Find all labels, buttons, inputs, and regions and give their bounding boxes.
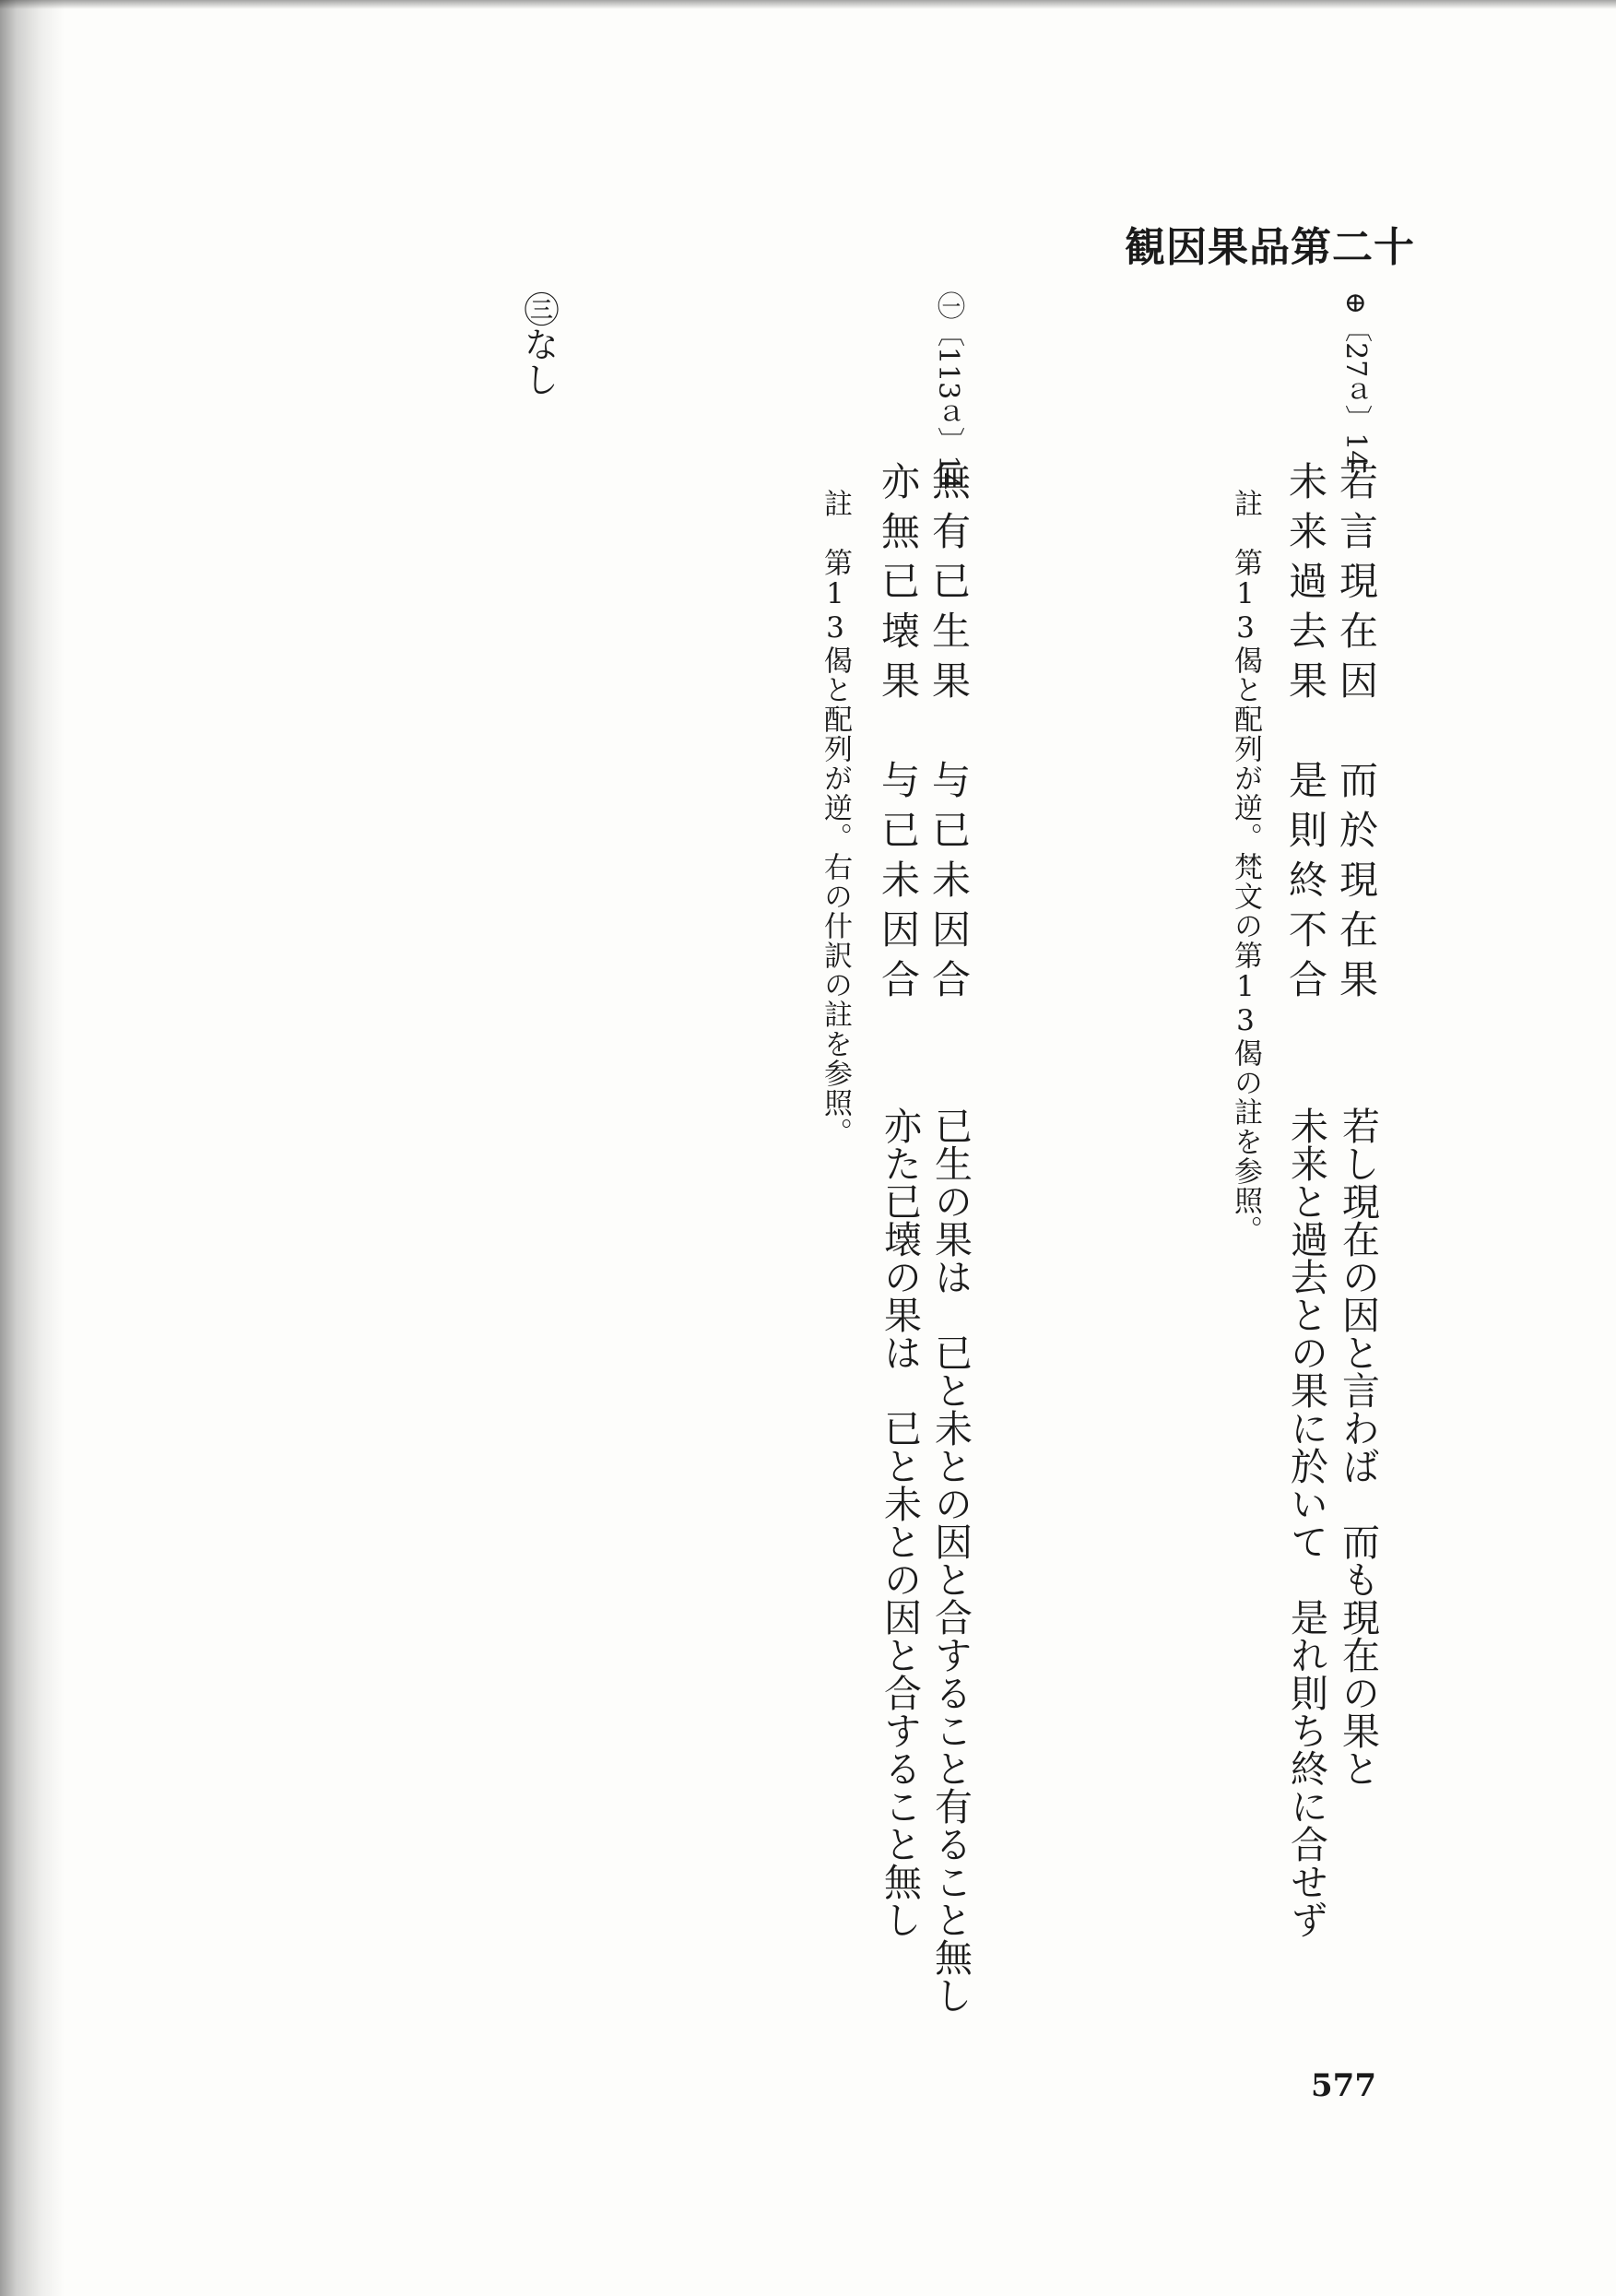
page-header: 観因果品第二十 <box>1125 224 1415 271</box>
section-b-verse-line-2: 亦無已壊果 与已未因合 <box>876 461 921 1009</box>
section-b-reference: ㊀〔113ａ〕14 <box>932 291 964 491</box>
section-a-verse-line-2: 未来過去果 是則終不合 <box>1283 461 1328 1009</box>
section-c-text: ㊂なし <box>518 291 559 396</box>
page-number: 577 <box>1311 2067 1376 2104</box>
section-b-translation-line-2: 亦た已壊の果は 已と未との因と合すること無し <box>878 1107 922 1938</box>
section-b-note: 註 第13偈と配列が逆。右の什訳の註を参照。 <box>819 489 852 1147</box>
section-a-note: 註 第13偈と配列が逆。梵文の第13偈の註を参照。 <box>1229 489 1262 1245</box>
section-b-translation-line-1: 已生の果は 已と未との因と合すること有ること無し <box>928 1107 973 2014</box>
section-a-translation-line-1: 若し現在の因と言わば 而も現在の果と <box>1336 1107 1380 1787</box>
section-a-verse-line-1: 若言現在因 而於現在果 <box>1334 461 1379 1009</box>
section-a-translation-line-2: 未来と過去との果に於いて 是れ則ち終に合せず <box>1284 1107 1328 1938</box>
scan-shadow-top <box>0 0 1616 9</box>
section-b-verse-line-1: 無有已生果 与已未因合 <box>926 461 972 1009</box>
scan-shadow-left <box>0 0 65 2296</box>
section-a-reference: ⊕〔27ａ〕14 <box>1339 291 1372 468</box>
